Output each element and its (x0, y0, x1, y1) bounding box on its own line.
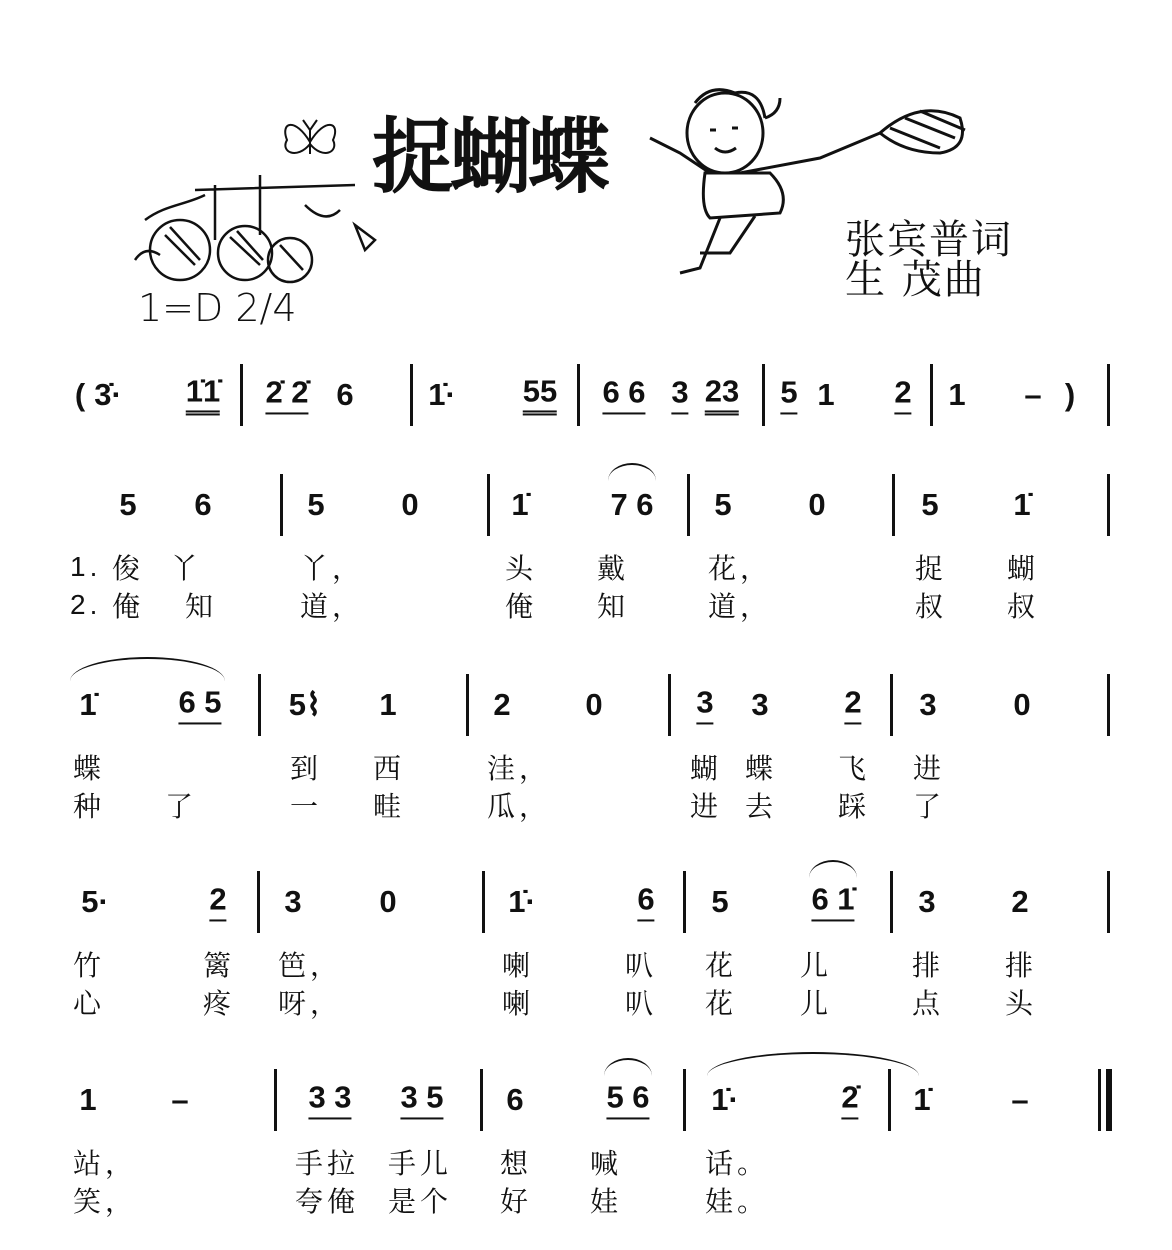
lyric-syllable: 知 (597, 591, 630, 622)
note: 1̇· (428, 376, 456, 412)
tie-arc (707, 1052, 919, 1076)
barline (577, 364, 580, 426)
lyric-syllable: 竹 (73, 950, 106, 981)
final-double-barline (1098, 1069, 1111, 1131)
note: 0 (585, 686, 603, 722)
key-signature: 1=D 2/4 (138, 286, 297, 330)
note: 0 (1013, 686, 1031, 722)
lyric-syllable: 戴 (597, 553, 630, 584)
lyricist-credit: 张宾普词 (845, 217, 1013, 263)
note: 55 (523, 374, 557, 415)
note: 1 (948, 376, 966, 412)
lyric-syllable: 娃。 (705, 1186, 770, 1217)
note: 5 (714, 486, 732, 522)
note: 5 6 (606, 1080, 649, 1119)
lyric-syllable: 疼 (203, 988, 236, 1019)
lyric-syllable: 叭 (625, 950, 658, 981)
note: 1̇ (1013, 486, 1031, 522)
note: 5· (81, 883, 109, 919)
note: 1 (79, 1081, 97, 1117)
composer-credit: 生 茂曲 (845, 257, 986, 303)
note: 1̇ (511, 486, 529, 522)
lyric-syllable: 笑， (73, 1186, 138, 1217)
lyric-syllable: 叔 (915, 591, 948, 622)
lyric-syllable: 排 (912, 950, 945, 981)
barline (280, 474, 283, 536)
lyric-syllable: 俺 (112, 591, 145, 622)
slur-arc (809, 860, 857, 878)
note: 1 (379, 686, 397, 722)
lyric-syllable: 1. (70, 551, 102, 582)
barline (240, 364, 243, 426)
lyric-syllable: 畦 (373, 791, 406, 822)
note: 6 5 (178, 685, 221, 724)
girl-with-net-icon (640, 78, 980, 288)
lyric-syllable: 儿 (800, 988, 833, 1019)
lyric-syllable: 头 (1005, 988, 1038, 1019)
note: 6 (336, 376, 354, 412)
lyric-syllable: 飞 (838, 753, 871, 784)
lyric-syllable: 俺 (505, 591, 538, 622)
barline (1107, 474, 1110, 536)
note: 3 (284, 883, 302, 919)
lyric-syllable: 进 (913, 753, 946, 784)
lyric-syllable: 丫 (170, 553, 203, 584)
barline (930, 364, 933, 426)
note: 0 (808, 486, 826, 522)
note: 3̇· (94, 376, 122, 412)
lyric-syllable: 花 (705, 950, 738, 981)
note: 1̇· (711, 1081, 739, 1117)
lyric-syllable: 想 (500, 1148, 533, 1179)
lyric-syllable: 蝴 (1007, 553, 1040, 584)
barline (1107, 364, 1110, 426)
song-title: 捉蝴蝶 (372, 109, 607, 205)
lyric-syllable: 去 (745, 791, 778, 822)
note: 5 (780, 375, 797, 414)
lyric-syllable: 手儿 (388, 1148, 453, 1179)
lyric-syllable: 是个 (388, 1186, 453, 1217)
note: 3 3 (308, 1080, 351, 1119)
note: 5 (711, 883, 729, 919)
note: 5 (307, 486, 325, 522)
note: 2 (493, 686, 511, 722)
melon-vine-icon (125, 165, 385, 295)
slur-arc (608, 463, 656, 481)
lyric-syllable: 好 (500, 1186, 533, 1217)
lyric-syllable: 瓜， (487, 791, 552, 822)
note: 6 6 (602, 375, 645, 414)
barline (410, 364, 413, 426)
note: 6 (506, 1081, 524, 1117)
note: 3 (696, 685, 713, 724)
note: 2 (209, 882, 226, 921)
lyric-syllable: 喇 (502, 988, 535, 1019)
barline (890, 674, 893, 736)
note: 7 6 (610, 486, 654, 522)
note: 23 (705, 374, 739, 415)
note: ) (1064, 376, 1076, 412)
lyric-syllable: 俊 (112, 553, 145, 584)
lyric-syllable: 丫， (300, 553, 365, 584)
lyric-syllable: 排 (1005, 950, 1038, 981)
lyric-syllable: 洼， (487, 753, 552, 784)
barline (487, 474, 490, 536)
barline (258, 674, 261, 736)
slur-arc (604, 1058, 652, 1076)
note: 3 (671, 375, 688, 414)
note: 6 (637, 882, 654, 921)
lyric-syllable: 一 (290, 791, 323, 822)
lyric-syllable: 花 (705, 988, 738, 1019)
lyric-syllable: 捉 (915, 553, 948, 584)
note: – (171, 1081, 189, 1117)
barline (1107, 674, 1110, 736)
barline (762, 364, 765, 426)
note: 0 (379, 883, 397, 919)
note: 3 5 (400, 1080, 443, 1119)
note: 2 (844, 685, 861, 724)
barline (668, 674, 671, 736)
lyric-syllable: 进 (690, 791, 723, 822)
barline (482, 871, 485, 933)
note: 1 (817, 376, 835, 412)
lyric-syllable: 喊 (590, 1148, 623, 1179)
lyric-syllable: 道， (300, 591, 365, 622)
note: 2̇ (841, 1080, 858, 1119)
lyric-syllable: 头 (505, 553, 538, 584)
lyric-syllable: 蝴 (690, 753, 723, 784)
lyric-syllable: 笆， (278, 950, 343, 981)
lyric-syllable: 蝶 (73, 753, 106, 784)
note: 6 (194, 486, 212, 522)
note: 1̇ (79, 686, 97, 722)
note: 2̇ 2̇ (265, 375, 308, 414)
barline (890, 871, 893, 933)
note: 0 (401, 486, 419, 522)
lyric-syllable: 夸俺 (295, 1186, 360, 1217)
note: ( (74, 376, 86, 412)
note: 1̇· (508, 883, 536, 919)
lyric-syllable: 叭 (625, 988, 658, 1019)
lyric-syllable: 踩 (838, 791, 871, 822)
lyric-syllable: 种 (73, 791, 106, 822)
lyric-syllable: 叔 (1007, 591, 1040, 622)
lyric-syllable: 知 (185, 591, 218, 622)
lyric-syllable: 娃 (590, 1186, 623, 1217)
tie-arc (70, 657, 225, 681)
barline (683, 1069, 686, 1131)
lyric-syllable: 2. (70, 589, 102, 620)
lyric-syllable: 到 (290, 753, 323, 784)
barline (257, 871, 260, 933)
note: 2 (894, 375, 911, 414)
lyric-syllable: 了 (913, 791, 946, 822)
note: 2 (1011, 883, 1029, 919)
barline (1107, 871, 1110, 933)
lyric-syllable: 点 (912, 988, 945, 1019)
barline (274, 1069, 277, 1131)
barline (466, 674, 469, 736)
note: 1̇ (913, 1081, 931, 1117)
note: – (1024, 376, 1042, 412)
note: 3 (918, 883, 936, 919)
barline (480, 1069, 483, 1131)
lyric-syllable: 花， (708, 553, 773, 584)
note: 5 (119, 486, 137, 522)
note: 6 1̇ (811, 882, 854, 921)
lyric-syllable: 心 (73, 988, 106, 1019)
lyric-syllable: 站， (73, 1148, 138, 1179)
note: 5⌇ (288, 686, 322, 722)
lyric-syllable: 篱 (203, 950, 236, 981)
note: 3 (751, 686, 769, 722)
lyric-syllable: 道， (708, 591, 773, 622)
barline (888, 1069, 891, 1131)
lyric-syllable: 话。 (705, 1148, 770, 1179)
lyric-syllable: 儿 (800, 950, 833, 981)
butterfly-icon (275, 112, 345, 172)
barline (683, 871, 686, 933)
lyric-syllable: 蝶 (745, 753, 778, 784)
note: 1̇1̇ (186, 374, 220, 415)
note: – (1011, 1081, 1029, 1117)
lyric-syllable: 喇 (502, 950, 535, 981)
note: 5 (921, 486, 939, 522)
barline (687, 474, 690, 536)
barline (892, 474, 895, 536)
note: 3 (919, 686, 937, 722)
lyric-syllable: 呀， (278, 988, 343, 1019)
lyric-syllable: 了 (165, 791, 198, 822)
lyric-syllable: 手拉 (295, 1148, 360, 1179)
lyric-syllable: 西 (373, 753, 406, 784)
